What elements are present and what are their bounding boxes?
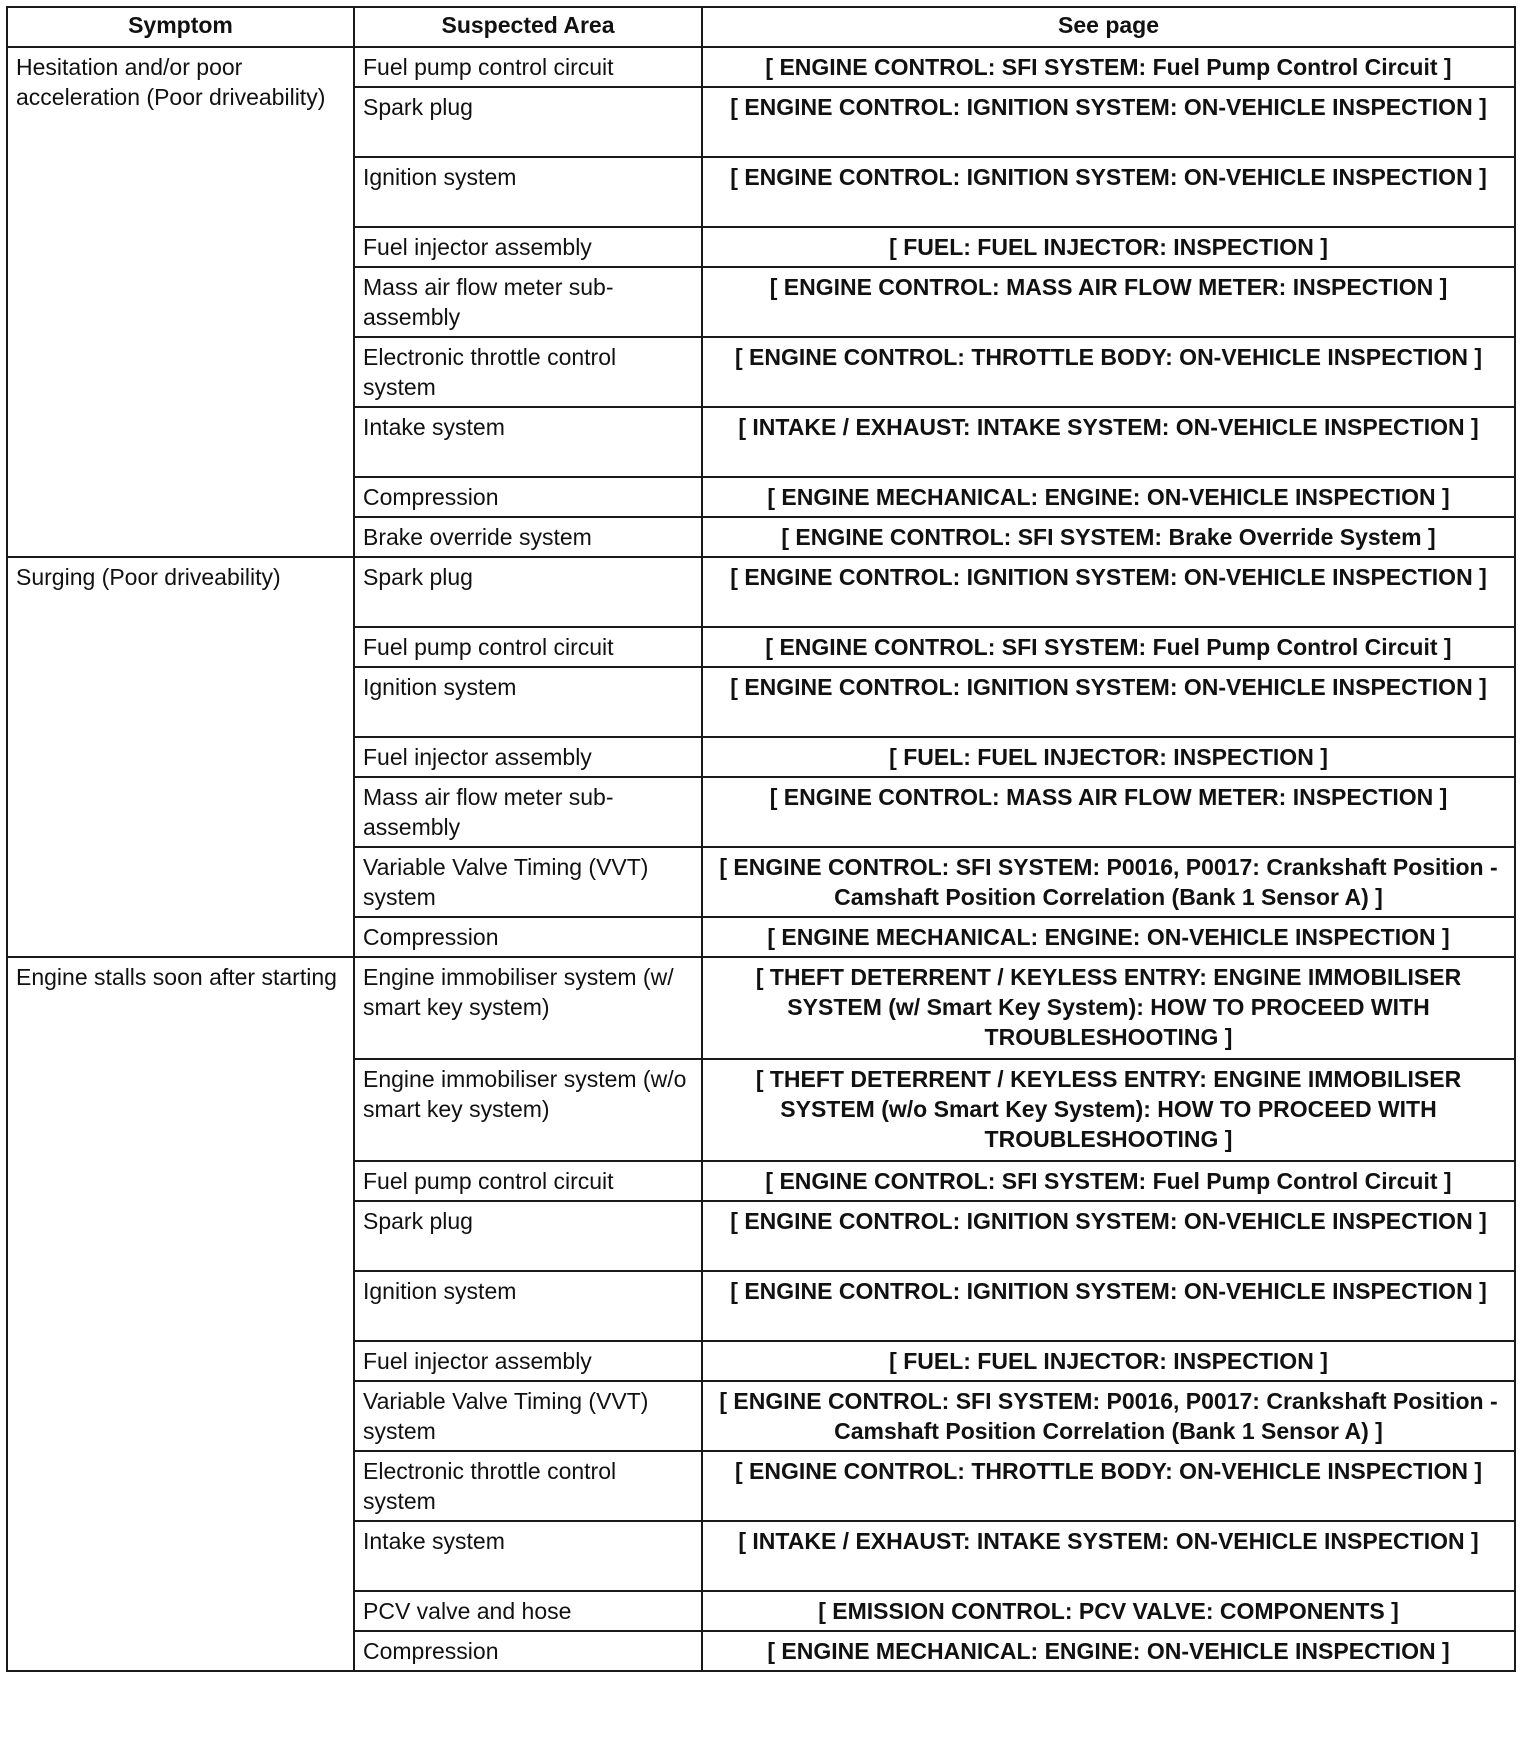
symptom-cell: Surging (Poor driveability) bbox=[7, 557, 354, 957]
suspected-area-cell: Spark plug bbox=[354, 557, 702, 627]
symptom-cell: Engine stalls soon after starting bbox=[7, 957, 354, 1671]
suspected-area-cell: Electronic throttle control system bbox=[354, 337, 702, 407]
suspected-area-cell: Variable Valve Timing (VVT) system bbox=[354, 847, 702, 917]
table-body bbox=[7, 47, 1515, 1671]
suspected-area-cell: Compression bbox=[354, 477, 702, 517]
see-page-reference[interactable]: [ ENGINE CONTROL: THROTTLE BODY: ON-VEHICLE INSPECTION ] bbox=[702, 1451, 1515, 1521]
suspected-area-cell: Intake system bbox=[354, 407, 702, 477]
suspected-area-cell: Variable Valve Timing (VVT) system bbox=[354, 1381, 702, 1451]
suspected-area-cell: Mass air flow meter sub-assembly bbox=[354, 267, 702, 337]
table-row bbox=[7, 47, 1515, 87]
see-page-reference[interactable]: [ INTAKE / EXHAUST: INTAKE SYSTEM: ON-VEHICLE INSPECTION ] bbox=[702, 1521, 1515, 1591]
suspected-area-cell: Compression bbox=[354, 917, 702, 957]
see-page-reference[interactable]: [ ENGINE MECHANICAL: ENGINE: ON-VEHICLE INSPECTION ] bbox=[702, 917, 1515, 957]
see-page-reference[interactable]: [ ENGINE CONTROL: MASS AIR FLOW METER: INSPECTION ] bbox=[702, 267, 1515, 337]
see-page-reference[interactable]: [ INTAKE / EXHAUST: INTAKE SYSTEM: ON-VEHICLE INSPECTION ] bbox=[702, 407, 1515, 477]
see-page-reference[interactable]: [ ENGINE CONTROL: MASS AIR FLOW METER: INSPECTION ] bbox=[702, 777, 1515, 847]
suspected-area-cell: Brake override system bbox=[354, 517, 702, 557]
header-see-page: See page bbox=[702, 7, 1515, 47]
header-row bbox=[7, 7, 1515, 47]
see-page-reference[interactable]: [ ENGINE CONTROL: IGNITION SYSTEM: ON-VEHICLE INSPECTION ] bbox=[702, 557, 1515, 627]
suspected-area-cell: Spark plug bbox=[354, 1201, 702, 1271]
see-page-reference[interactable]: [ FUEL: FUEL INJECTOR: INSPECTION ] bbox=[702, 227, 1515, 267]
see-page-reference[interactable]: [ EMISSION CONTROL: PCV VALVE: COMPONENTS ] bbox=[702, 1591, 1515, 1631]
see-page-reference[interactable]: [ ENGINE MECHANICAL: ENGINE: ON-VEHICLE INSPECTION ] bbox=[702, 477, 1515, 517]
see-page-reference[interactable]: [ THEFT DETERRENT / KEYLESS ENTRY: ENGINE IMMOBILISER SYSTEM (w/ Smart Key System): HOW TO PROCEED WITH TROUBLESHOOTING ] bbox=[702, 957, 1515, 1059]
see-page-reference[interactable]: [ ENGINE CONTROL: SFI SYSTEM: Brake Override System ] bbox=[702, 517, 1515, 557]
suspected-area-cell: Fuel pump control circuit bbox=[354, 627, 702, 667]
see-page-reference[interactable]: [ ENGINE CONTROL: IGNITION SYSTEM: ON-VEHICLE INSPECTION ] bbox=[702, 1271, 1515, 1341]
see-page-reference[interactable]: [ ENGINE CONTROL: SFI SYSTEM: Fuel Pump Control Circuit ] bbox=[702, 1161, 1515, 1201]
see-page-reference[interactable]: [ ENGINE CONTROL: IGNITION SYSTEM: ON-VEHICLE INSPECTION ] bbox=[702, 1201, 1515, 1271]
header-symptom: Symptom bbox=[7, 7, 354, 47]
see-page-reference[interactable]: [ ENGINE CONTROL: SFI SYSTEM: Fuel Pump Control Circuit ] bbox=[702, 627, 1515, 667]
suspected-area-cell: Fuel pump control circuit bbox=[354, 1161, 702, 1201]
see-page-reference[interactable]: [ ENGINE CONTROL: IGNITION SYSTEM: ON-VEHICLE INSPECTION ] bbox=[702, 667, 1515, 737]
see-page-reference[interactable]: [ ENGINE CONTROL: SFI SYSTEM: Fuel Pump Control Circuit ] bbox=[702, 47, 1515, 87]
suspected-area-cell: Engine immobiliser system (w/o smart key system) bbox=[354, 1059, 702, 1161]
suspected-area-cell: Spark plug bbox=[354, 87, 702, 157]
suspected-area-cell: Fuel injector assembly bbox=[354, 1341, 702, 1381]
suspected-area-cell: Fuel pump control circuit bbox=[354, 47, 702, 87]
see-page-reference[interactable]: [ THEFT DETERRENT / KEYLESS ENTRY: ENGINE IMMOBILISER SYSTEM (w/o Smart Key System): HOW TO PROCEED WITH TROUBLESHOOTING ] bbox=[702, 1059, 1515, 1161]
see-page-reference[interactable]: [ ENGINE CONTROL: THROTTLE BODY: ON-VEHICLE INSPECTION ] bbox=[702, 337, 1515, 407]
suspected-area-cell: Mass air flow meter sub-assembly bbox=[354, 777, 702, 847]
see-page-reference[interactable]: [ ENGINE CONTROL: SFI SYSTEM: P0016, P0017: Crankshaft Position - Camshaft Position Correlation (Bank 1 Sensor A) ] bbox=[702, 1381, 1515, 1451]
suspected-area-cell: Compression bbox=[354, 1631, 702, 1671]
suspected-area-cell: Fuel injector assembly bbox=[354, 737, 702, 777]
symptom-cell: Hesitation and/or poor acceleration (Poor driveability) bbox=[7, 47, 354, 557]
see-page-reference[interactable]: [ ENGINE MECHANICAL: ENGINE: ON-VEHICLE INSPECTION ] bbox=[702, 1631, 1515, 1671]
see-page-reference[interactable]: [ FUEL: FUEL INJECTOR: INSPECTION ] bbox=[702, 1341, 1515, 1381]
troubleshooting-table bbox=[6, 6, 1516, 1672]
table-row bbox=[7, 957, 1515, 1059]
see-page-reference[interactable]: [ FUEL: FUEL INJECTOR: INSPECTION ] bbox=[702, 737, 1515, 777]
suspected-area-cell: Intake system bbox=[354, 1521, 702, 1591]
suspected-area-cell: PCV valve and hose bbox=[354, 1591, 702, 1631]
table-header bbox=[7, 7, 1515, 47]
see-page-reference[interactable]: [ ENGINE CONTROL: IGNITION SYSTEM: ON-VEHICLE INSPECTION ] bbox=[702, 87, 1515, 157]
table-row bbox=[7, 557, 1515, 627]
header-suspected-area: Suspected Area bbox=[354, 7, 702, 47]
suspected-area-cell: Fuel injector assembly bbox=[354, 227, 702, 267]
suspected-area-cell: Ignition system bbox=[354, 667, 702, 737]
suspected-area-cell: Ignition system bbox=[354, 157, 702, 227]
suspected-area-cell: Engine immobiliser system (w/ smart key system) bbox=[354, 957, 702, 1059]
see-page-reference[interactable]: [ ENGINE CONTROL: SFI SYSTEM: P0016, P0017: Crankshaft Position - Camshaft Position Correlation (Bank 1 Sensor A) ] bbox=[702, 847, 1515, 917]
suspected-area-cell: Electronic throttle control system bbox=[354, 1451, 702, 1521]
suspected-area-cell: Ignition system bbox=[354, 1271, 702, 1341]
see-page-reference[interactable]: [ ENGINE CONTROL: IGNITION SYSTEM: ON-VEHICLE INSPECTION ] bbox=[702, 157, 1515, 227]
